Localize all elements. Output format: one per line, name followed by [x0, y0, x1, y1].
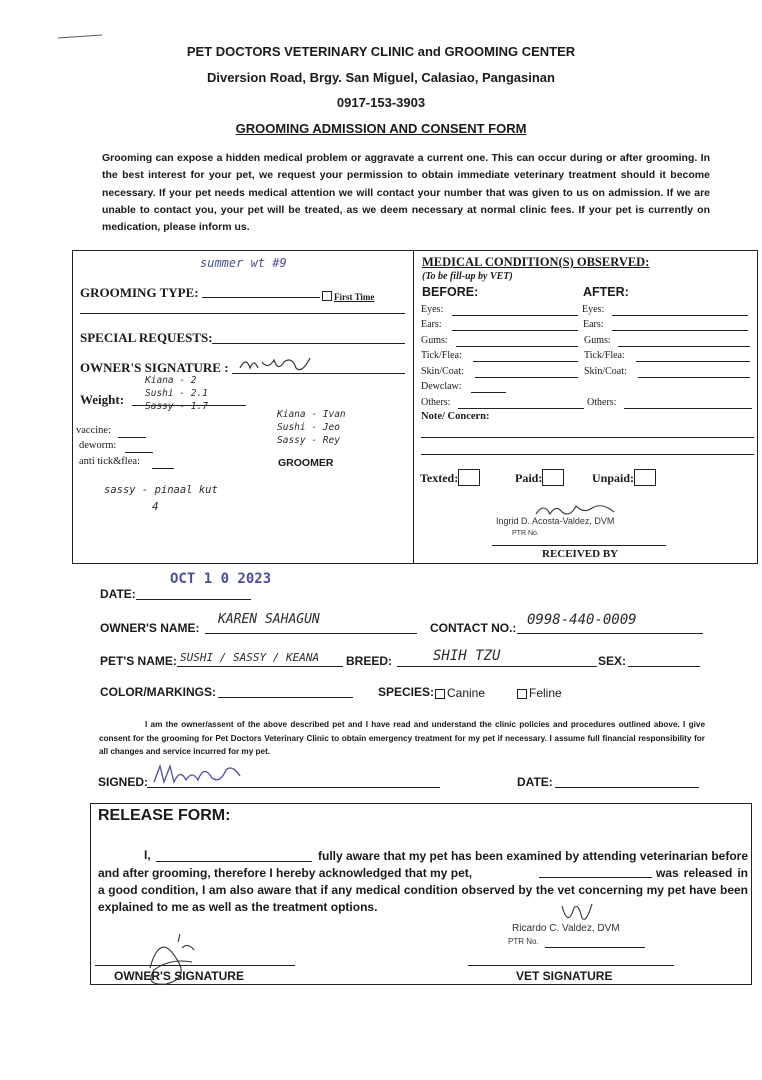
date-line[interactable]: [136, 599, 251, 600]
feline-box[interactable]: [517, 689, 527, 699]
paid-field[interactable]: [515, 469, 564, 487]
owner-signed-scribble: [150, 760, 245, 788]
after-tick-label: Tick/Flea:: [584, 350, 625, 361]
consent-paragraph: I am the owner/assent of the above described pet and I have read and understand the clinic policies and procedures outlined above. I give consent for the grooming for Pet Doctors Veterinary Clinic to obtain emergency treatment for my pet if necessary. I assume full financial responsibility for all changes and service incurred for my pet.: [99, 720, 705, 756]
owner-signature-label: OWNER'S SIGNATURE :: [80, 360, 229, 375]
handwritten-note-line2: 4: [152, 500, 159, 513]
feline-label: Feline: [529, 686, 562, 700]
first-time-box[interactable]: [322, 291, 332, 301]
date-label: DATE:: [100, 587, 136, 601]
handwritten-top-note: summer wt #9: [200, 256, 287, 270]
pet-name-label: PET'S NAME:: [100, 654, 177, 668]
after-others-label: Others:: [587, 397, 617, 408]
before-eyes-line[interactable]: [452, 315, 578, 316]
anti-tick-label: anti tick&flea:: [79, 456, 140, 467]
texted-field[interactable]: [420, 469, 480, 487]
owner-name-line[interactable]: [205, 633, 417, 634]
color-markings-line[interactable]: [218, 697, 353, 698]
vet-ptr: PTR No.: [508, 937, 539, 946]
vet-ptr-line[interactable]: [545, 947, 645, 948]
special-requests-label: SPECIAL REQUESTS:: [80, 330, 213, 345]
form-title: GROOMING ADMISSION AND CONSENT FORM: [235, 121, 527, 136]
groomer-label: GROOMER: [278, 457, 334, 469]
texted-label: Texted:: [420, 471, 459, 485]
receiver-ptr: PTR No.: [512, 530, 539, 537]
medical-subtitle: (To be fill-up by VET): [422, 271, 513, 282]
sex-line[interactable]: [628, 666, 700, 667]
deworm-line[interactable]: [125, 452, 153, 453]
after-eyes-line[interactable]: [612, 315, 748, 316]
before-tick-line[interactable]: [473, 361, 578, 362]
note-line-1[interactable]: [421, 437, 754, 438]
canine-box[interactable]: [435, 689, 445, 699]
note-concern-label: Note/ Concern:: [421, 411, 490, 422]
clinic-address: Diversion Road, Brgy. San Miguel, Calasiao, Pangasinan: [207, 70, 555, 85]
intro-paragraph: Grooming can expose a hidden medical problem or aggravate a current one. This can occur during or after grooming. In the best interest for your pet, we request your permission to obtain immediate veterinary treatment should it become necessary. If your pet needs medical attention we will contact your number that was given to us on admission. If we are unable to contact you, your pet will be treated, as we deem necessary at normal clinic fees. If your pet is currently on medication, please inform us.: [102, 152, 710, 234]
after-tick-line[interactable]: [636, 361, 750, 362]
species-label: SPECIES:: [378, 685, 435, 699]
before-label: BEFORE:: [422, 285, 479, 299]
vet-signature-line[interactable]: [468, 965, 674, 966]
first-time-label: First Time: [334, 292, 375, 302]
feline-option[interactable]: [517, 686, 562, 700]
unpaid-field[interactable]: [592, 469, 656, 487]
after-gums-line[interactable]: [618, 346, 750, 347]
color-markings-label: COLOR/MARKINGS:: [100, 685, 216, 699]
after-eyes-label: Eyes:: [582, 304, 605, 315]
before-gums-label: Gums:: [421, 335, 448, 346]
anti-tick-line[interactable]: [152, 468, 174, 469]
grooming-type-line-2[interactable]: [80, 313, 405, 314]
signed-label: SIGNED:: [98, 775, 149, 789]
after-gums-label: Gums:: [584, 335, 611, 346]
vaccine-line[interactable]: [118, 437, 146, 438]
before-ears-label: Ears:: [421, 319, 442, 330]
vaccine-label: vaccine:: [76, 425, 111, 436]
texted-box[interactable]: [458, 469, 480, 486]
weight-kiana: Kiana - 2: [145, 375, 197, 386]
contact-line[interactable]: [517, 633, 703, 634]
grooming-type-label: GROOMING TYPE:: [80, 285, 199, 300]
before-skin-label: Skin/Coat:: [421, 366, 464, 377]
pet-name-value: SUSHI / SASSY / KEANA: [180, 651, 320, 664]
after-skin-line[interactable]: [638, 377, 750, 378]
received-by-label: RECEIVED BY: [542, 548, 619, 560]
paid-box[interactable]: [542, 469, 564, 486]
breed-value: SHIH TZU: [433, 648, 501, 664]
clinic-name: PET DOCTORS VETERINARY CLINIC and GROOMING CENTER: [186, 44, 576, 59]
signed-date-label: DATE:: [517, 775, 553, 789]
canine-label: Canine: [447, 686, 486, 700]
groomer-kiana: Kiana - Ivan: [277, 409, 346, 420]
note-line-2[interactable]: [421, 454, 754, 455]
groomer-sushi: Sushi - Jeo: [277, 422, 340, 433]
before-eyes-label: Eyes:: [421, 304, 444, 315]
paid-label: Paid:: [515, 471, 543, 485]
before-dewclaw-label: Dewclaw:: [421, 381, 462, 392]
after-others-line[interactable]: [624, 408, 752, 409]
contact-value: 0998-440-0009: [527, 612, 637, 628]
handwritten-note-line1: sassy - pinaal kut: [104, 484, 218, 496]
release-title: RELEASE FORM:: [98, 807, 231, 824]
breed-label: BREED:: [346, 654, 393, 668]
box-divider: [413, 250, 414, 563]
signed-date-line[interactable]: [555, 787, 699, 788]
weight-sushi: Sushi - 2.1: [145, 388, 208, 399]
before-skin-line[interactable]: [475, 377, 578, 378]
weight-sassy: Sassy - 1.7: [145, 401, 208, 412]
vet-signature-label: VET SIGNATURE: [516, 969, 613, 983]
after-skin-label: Skin/Coat:: [584, 366, 627, 377]
owner-signature-scribble: [238, 354, 318, 376]
before-dewclaw-line[interactable]: [471, 392, 506, 393]
deworm-label: deworm:: [79, 440, 117, 451]
before-tick-label: Tick/Flea:: [421, 350, 462, 361]
received-by-line[interactable]: [492, 545, 666, 546]
before-ears-line[interactable]: [452, 330, 578, 331]
release-text-b: was released in a good condition, I am also aware that if any medical condition observed by the vet concerning my pet have been explained to me as well as the treatment options.: [98, 866, 748, 914]
special-requests-line[interactable]: [212, 343, 405, 344]
first-time-checkbox[interactable]: [322, 287, 374, 305]
medical-title: MEDICAL CONDITION(S) OBSERVED:: [422, 255, 650, 269]
sex-label: SEX:: [598, 654, 627, 668]
weight-label: Weight:: [80, 392, 125, 407]
release-i-label: I,: [144, 848, 151, 862]
before-others-label: Others:: [421, 397, 451, 408]
pet-name-line[interactable]: [177, 666, 343, 667]
canine-option[interactable]: [435, 686, 485, 700]
scan-mark: [58, 34, 102, 38]
before-gums-line[interactable]: [456, 346, 578, 347]
clinic-phone: 0917-153-3903: [336, 95, 426, 110]
breed-line[interactable]: [397, 666, 597, 667]
unpaid-label: Unpaid:: [592, 471, 635, 485]
release-text-a: fully aware that my pet has been examined by attending veterinarian before and after grooming, therefore I hereby acknowledged that my pet,: [98, 849, 748, 880]
owner-name-value: KAREN SAHAGUN: [218, 612, 320, 627]
date-stamp: OCT 1 0 2023: [170, 571, 272, 587]
grooming-type-line[interactable]: [202, 297, 320, 298]
owner-release-signature-label: OWNER'S SIGNATURE: [114, 969, 244, 983]
after-label: AFTER:: [583, 285, 629, 299]
after-ears-line[interactable]: [612, 330, 748, 331]
contact-label: CONTACT NO.:: [430, 621, 517, 635]
owner-release-signature-line[interactable]: [95, 965, 295, 966]
vet-name: Ricardo C. Valdez, DVM: [512, 923, 620, 934]
receiver-name: Ingrid D. Acosta-Valdez, DVM: [496, 516, 615, 526]
groomer-sassy: Sassy - Rey: [277, 435, 340, 446]
before-others-line[interactable]: [458, 408, 584, 409]
unpaid-box[interactable]: [634, 469, 656, 486]
after-ears-label: Ears:: [583, 319, 604, 330]
owner-name-label: OWNER'S NAME:: [100, 621, 200, 635]
